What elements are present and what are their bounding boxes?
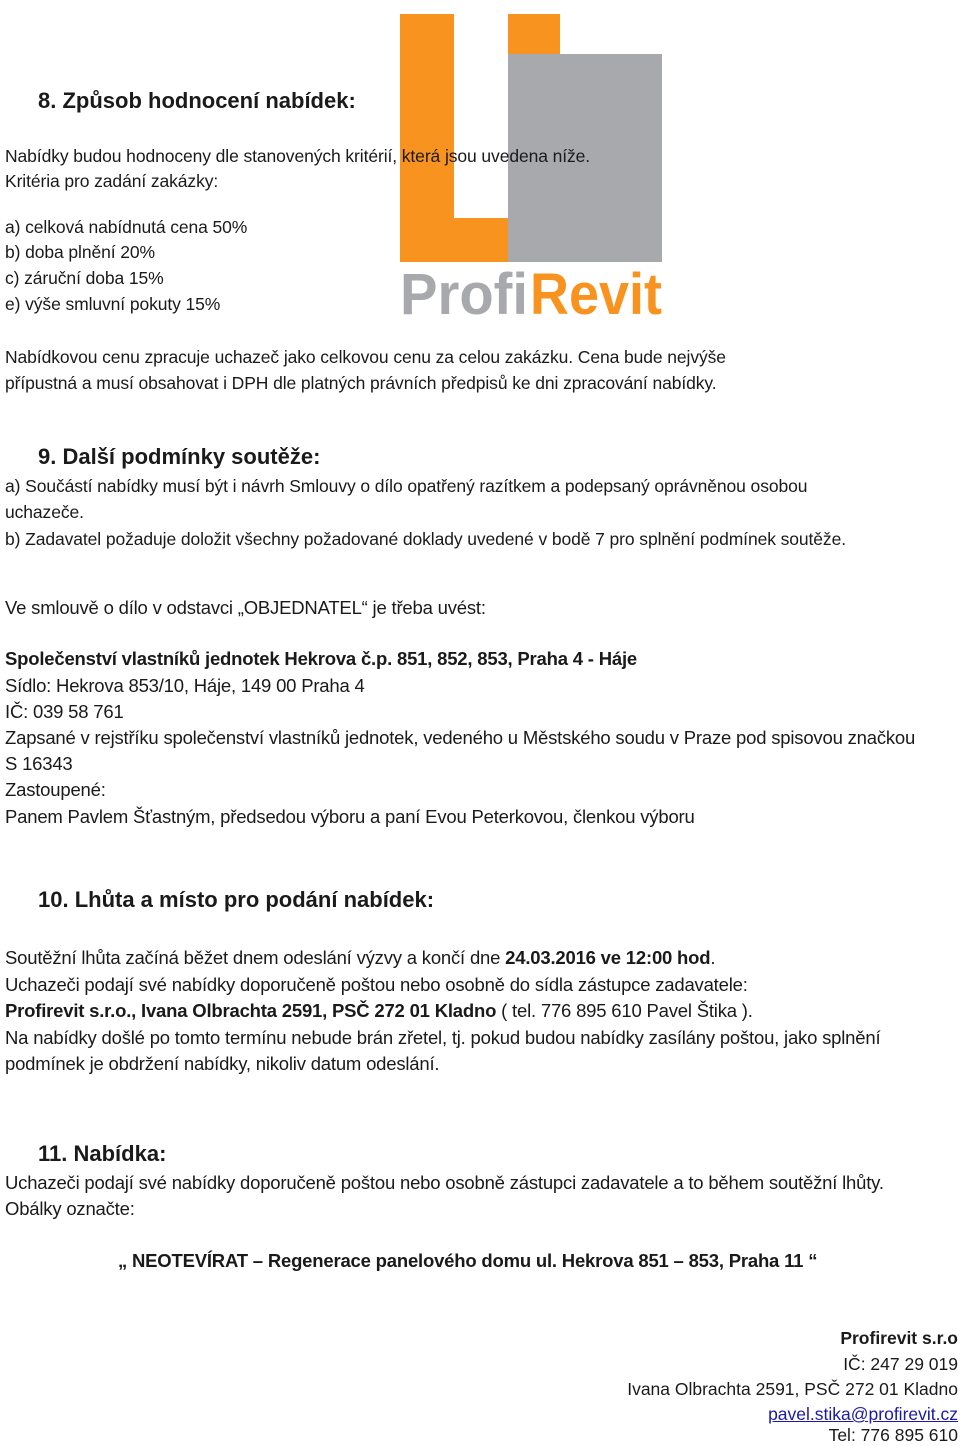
footer-address: Ivana Olbrachta 2591, PSČ 272 01 Kladno	[627, 1379, 958, 1399]
represented-by: Panem Pavlem Šťastným, předsedou výboru a paní Evou Peterkovou, členkou výboru	[5, 806, 695, 827]
logo-text-profi: Profi	[400, 262, 528, 319]
client-name: Společenství vlastníků jednotek Hekrova č.p. 851, 852, 853, Praha 4 - Háje	[5, 648, 637, 669]
delivery-line: Uchazeči podají své nabídky doporučeně poštou nebo osobně do sídla zástupce zadavatele:	[5, 974, 748, 995]
section-8-heading: 8. Způsob hodnocení nabídek:	[38, 88, 356, 113]
registry-line-1: Zapsané v rejstříku společenství vlastníků jednotek, vedeného u Městského soudu v Praze pod spisovou značkou	[5, 727, 916, 748]
criterion-a: a) celková nabídnutá cena 50%	[5, 217, 248, 237]
section-10-heading: 10. Lhůta a místo pro podání nabídek:	[38, 887, 435, 912]
condition-a-line-2: uchazeče.	[5, 502, 84, 522]
section-11-heading: 11. Nabídka:	[38, 1141, 167, 1166]
contract-note: Ve smlouvě o dílo v odstavci „OBJEDNATEL“ je třeba uvést:	[5, 597, 486, 618]
footer-ic: IČ: 247 29 019	[843, 1354, 958, 1374]
address-line	[5, 1000, 753, 1022]
late-line-1: Na nabídky došlé po tomto termínu nebude brán zřetel, tj. pokud budou nabídky zasílány poštou, jako splnění	[5, 1027, 881, 1048]
section-9-heading: 9. Další podmínky soutěže:	[38, 444, 321, 469]
address-bold: Profirevit s.r.o., Ivana Olbrachta 2591, PSČ 272 01 Kladno	[5, 1000, 497, 1021]
client-seat: Sídlo: Hekrova 853/10, Háje, 149 00 Praha 4	[5, 675, 365, 696]
logo-white-cutout-2	[560, 14, 662, 54]
offer-line-1: Uchazeči podají své nabídky doporučeně poštou nebo osobně zástupci zadavatele a to během soutěžní lhůty.	[5, 1172, 884, 1193]
section-8-intro-2: Kritéria pro zadání zakázky:	[5, 171, 219, 191]
footer-company: Profirevit s.r.o	[840, 1328, 958, 1348]
criterion-e: e) výše smluvní pokuty 15%	[5, 294, 221, 314]
registry-line-2: S 16343	[5, 753, 73, 774]
address-rest: ( tel. 776 895 610 Pavel Štika ).	[496, 1000, 753, 1021]
represented-label: Zastoupené:	[5, 779, 106, 800]
offer-line-2: Obálky označte:	[5, 1198, 135, 1219]
condition-a-line-1: a) Součástí nabídky musí být i návrh Smlouvy o dílo opatřený razítkem a podepsaný oprávněnou osobou	[5, 476, 808, 496]
late-line-2: podmínek je obdržení nabídky, nikoliv datum odeslání.	[5, 1053, 440, 1074]
price-line-2: přípustná a musí obsahovat i DPH dle platných právních předpisů ke dni zpracování nabídky.	[5, 373, 717, 393]
logo-white-cutout	[454, 14, 508, 218]
price-line-1: Nabídkovou cenu zpracuje uchazeč jako celkovou cenu za celou zakázku. Cena bude nejvýše	[5, 347, 726, 367]
criterion-b: b) doba plnění 20%	[5, 242, 155, 262]
client-ic: IČ: 039 58 761	[5, 701, 124, 722]
footer-phone: Tel: 776 895 610	[828, 1425, 958, 1445]
condition-b: b) Zadavatel požaduje doložit všechny požadované doklady uvedené v bodě 7 pro splnění podmínek soutěže.	[5, 529, 846, 549]
deadline-date: 24.03.2016 ve 12:00 hod	[505, 947, 711, 968]
deadline-line	[5, 947, 715, 969]
deadline-end: .	[710, 947, 716, 968]
deadline-text: Soutěžní lhůta začíná běžet dnem odeslání výzvy a končí dne	[5, 947, 506, 968]
logo-text-revit: Revit	[530, 262, 662, 319]
criterion-c: c) záruční doba 15%	[5, 268, 164, 288]
section-8-intro-1: Nabídky budou hodnoceny dle stanovených kritérií, která jsou uvedena níže.	[5, 146, 591, 166]
footer-email-link[interactable]: pavel.stika@profirevit.cz	[768, 1404, 958, 1424]
envelope-label: „ NEOTEVÍRAT – Regenerace panelového domu ul. Hekrova 851 – 853, Praha 11 “	[118, 1250, 818, 1271]
